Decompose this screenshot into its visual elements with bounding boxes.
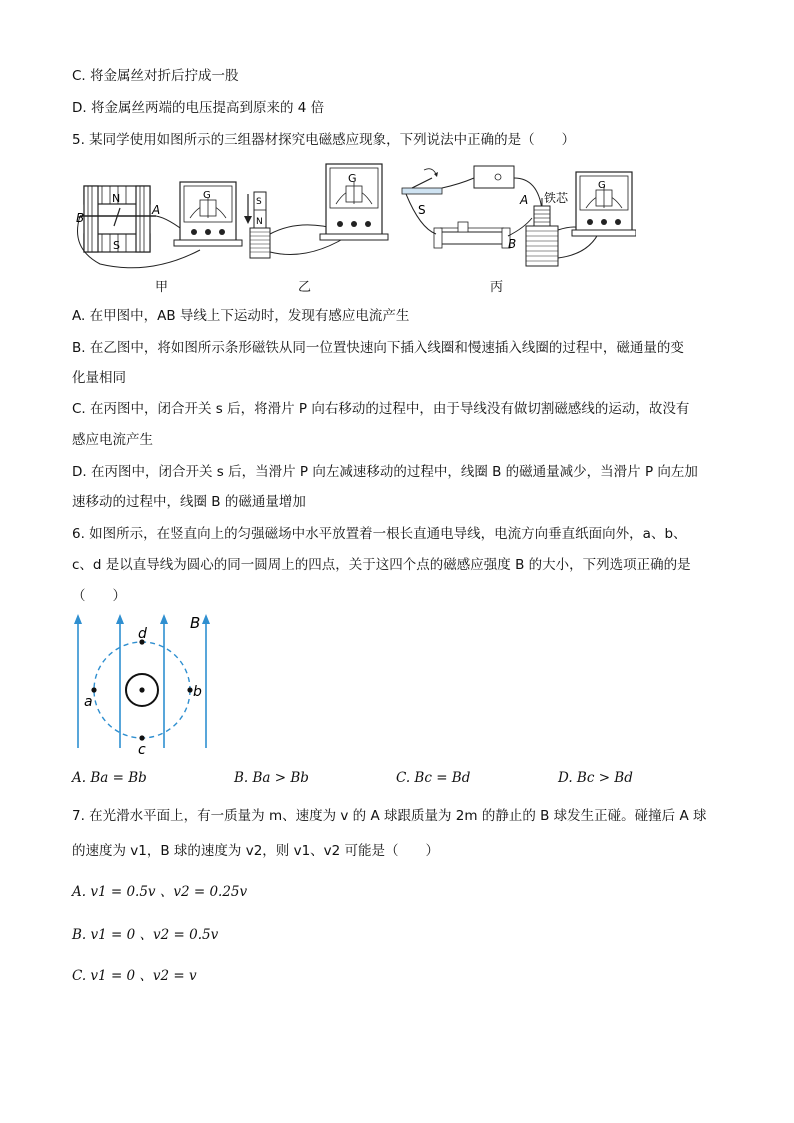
q6-option-d: D. Bc > Bd bbox=[558, 770, 633, 786]
label-B: B bbox=[190, 614, 201, 632]
point-b bbox=[187, 687, 192, 692]
q5-option-c-cont: 感应电流产生 bbox=[72, 432, 153, 448]
label-a: a bbox=[84, 694, 93, 710]
caption-jia: 甲 bbox=[155, 280, 169, 295]
q5-option-b: B. 在乙图中，将如图所示条形磁铁从同一位置快速向下插入线圈和慢速插入线圈的过程中，磁通量的变 bbox=[72, 340, 684, 356]
q7-stem: 7. 在光滑水平面上，有一质量为 m、速度为 v 的 A 球跟质量为 2m 的静止的 B 球发生正碰。碰撞后 A 球 bbox=[72, 808, 707, 824]
label-G: G bbox=[203, 190, 211, 201]
q7-option-a: A. v1 = 0.5v 、v2 = 0.25v bbox=[72, 884, 248, 900]
q6-stem-cont: c、d 是以直导线为圆心的同一圆周上的四点，关于这四个点的磁感应强度 B 的大小，下列选项正确的是 bbox=[72, 557, 691, 573]
label-N: N bbox=[112, 192, 121, 205]
point-a bbox=[91, 687, 96, 692]
magnet-label-N: N bbox=[256, 217, 263, 227]
label-c: c bbox=[138, 742, 146, 758]
caption-bing: 丙 bbox=[490, 280, 504, 295]
q5-option-d-cont: 速移动的过程中，线圈 B 的磁通量增加 bbox=[72, 494, 306, 510]
caption-yi: 乙 bbox=[298, 280, 312, 295]
label-d: d bbox=[138, 626, 147, 642]
label-B: B bbox=[76, 211, 85, 225]
figure-magnetic-field-wire bbox=[66, 608, 226, 758]
q6-option-c: C. Bc = Bd bbox=[396, 770, 471, 786]
q6-stem: 6. 如图所示，在竖直向上的匀强磁场中水平放置着一根长直通电导线，电流方向垂直纸面向外，a、b、 bbox=[72, 526, 687, 542]
point-c bbox=[139, 735, 144, 740]
q5-option-b-cont: 化量相同 bbox=[72, 370, 126, 386]
label-iron-core: 铁芯 bbox=[544, 191, 569, 205]
q6-stem-paren: （ ） bbox=[72, 588, 126, 604]
q4-option-c: C. 将金属丝对折后拧成一股 bbox=[72, 68, 239, 84]
figure-jia-magnet-setup bbox=[70, 178, 250, 278]
q5-option-d: D. 在丙图中，闭合开关 s 后，当滑片 P 向左减速移动的过程中，线圈 B 的磁通量减少，当滑片 P 向左加 bbox=[72, 464, 698, 480]
label-coil-A: A bbox=[520, 193, 529, 207]
q7-option-b: B. v1 = 0 、v2 = 0.5v bbox=[72, 927, 219, 943]
figure-yi-bar-magnet-coil bbox=[240, 158, 390, 278]
label-A: A bbox=[152, 203, 161, 217]
magnet-label-S: S bbox=[256, 197, 262, 207]
label-G: G bbox=[348, 172, 357, 185]
label-S: S bbox=[113, 239, 120, 252]
q7-stem-cont: 的速度为 v1，B 球的速度为 v2，则 v1、v2 可能是（ ） bbox=[72, 843, 440, 859]
q5-stem: 5. 某同学使用如图所示的三组器材探究电磁感应现象，下列说法中正确的是（ ） bbox=[72, 132, 576, 148]
figure-bing-two-coils bbox=[400, 158, 636, 278]
q5-option-c: C. 在丙图中，闭合开关 s 后，将滑片 P 向右移动的过程中，由于导线没有做切割磁感线的运动，故没有 bbox=[72, 401, 690, 417]
label-b: b bbox=[193, 684, 202, 700]
q6-option-a: A. Ba = Bb bbox=[72, 770, 147, 786]
q5-option-a: A. 在甲图中，AB 导线上下运动时，发现有感应电流产生 bbox=[72, 308, 410, 324]
q7-option-c: C. v1 = 0 、v2 = v bbox=[72, 968, 197, 984]
label-G: G bbox=[598, 180, 606, 191]
label-coil-B: B bbox=[508, 237, 517, 251]
label-switch-S: S bbox=[418, 203, 426, 217]
q4-option-d: D. 将金属丝两端的电压提高到原来的 4 倍 bbox=[72, 100, 325, 116]
q6-option-b: B. Ba > Bb bbox=[234, 770, 309, 786]
